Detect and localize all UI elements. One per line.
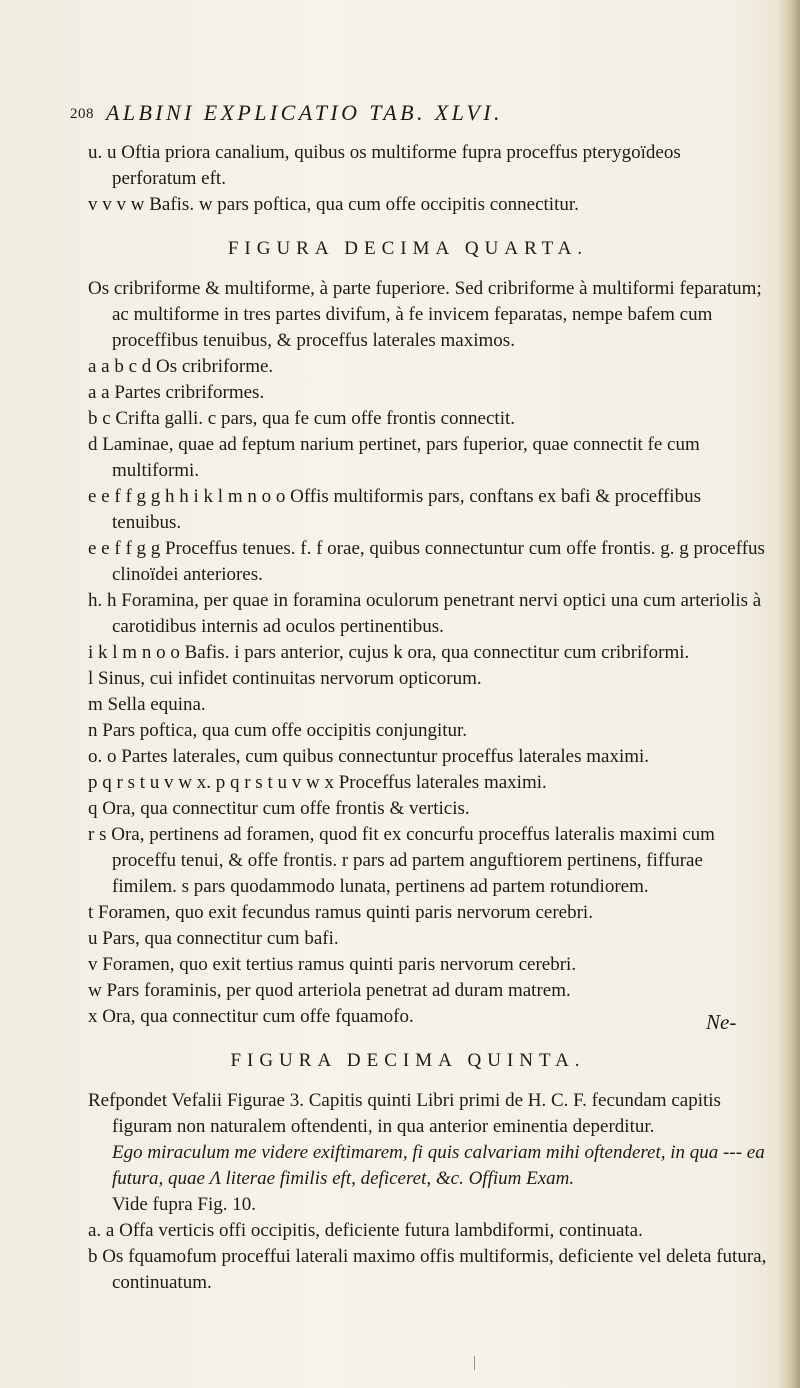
body-text	[88, 140, 768, 1296]
paragraph-15-intro: Refpondet Vefalii Figurae 3. Capitis quinti Libri primi de H. C. F. fecundam capitis figuram non naturalem oftendenti, in qua anterior eminentia deperditur.	[88, 1090, 721, 1137]
entry-14-15: r s Ora, pertinens ad foramen, quod fit ex concurfu proceffus lateralis maximi cum proceffu tenui, & offe frontis. r pars ad partem anguftiorem pertinens, fiffurae fimilem. s pars quodammodo lunata, pertinens ad partem rotundiorem.	[88, 824, 715, 897]
entry-top-0: u. u Oftia priora canalium, quibus os multiforme fupra proceffus pterygoïdeos perforatum eft.	[88, 142, 681, 189]
page-edge-shadow	[778, 0, 800, 1388]
entry-14-6: e e f f g g Proceffus tenues. f. f orae, quibus connectuntur cum offe frontis. g. g proceffus clinoïdei anteriores.	[88, 538, 765, 585]
entry-14-8: i k l m n o o Bafis. i pars anterior, cujus k ora, qua connectitur cum cribriformi.	[88, 642, 690, 663]
heading-figura-15: FIGURA DECIMA QUINTA.	[230, 1050, 586, 1071]
entry-14-16: t Foramen, quo exit fecundus ramus quinti paris nervorum cerebri.	[88, 902, 593, 923]
entry-14-17: u Pars, qua connectitur cum bafi.	[88, 928, 339, 949]
paragraph-15-quote: Ego miraculum me videre exiftimarem, fi quis calvariam mihi oftenderet, in qua --- ea futura, quae Λ literae fimilis eft, deficeret, &c. Offium Exam.	[112, 1142, 765, 1189]
entry-14-18: v Foramen, quo exit tertius ramus quinti paris nervorum cerebri.	[88, 954, 577, 975]
entry-14-5: e e f f g g h h i k l m n o o Offis multiformis pars, conftans ex bafi & proceffibus tenuibus.	[88, 486, 701, 533]
entry-14-11: n Pars poftica, qua cum offe occipitis conjungitur.	[88, 720, 468, 741]
entry-14-7: h. h Foramina, per quae in foramina oculorum penetrant nervi optici una cum arteriolis à carotidibus internis ad oculos pertinentibus.	[88, 590, 762, 637]
entry-15-1: b Os fquamofum proceffui laterali maximo offis multiformis, deficiente vel deleta futura, continuatum.	[88, 1246, 767, 1293]
entry-14-10: m Sella equina.	[88, 694, 206, 715]
entry-14-2: a a Partes cribriformes.	[88, 382, 265, 403]
entry-14-20: x Ora, qua connectitur cum offe fquamofo.	[88, 1006, 414, 1027]
entry-14-1: a a b c d Os cribriforme.	[88, 356, 274, 377]
entry-14-4: d Laminae, quae ad feptum narium pertinet, pars fuperior, quae connectit fe cum multiformi.	[88, 434, 700, 481]
paper-mark	[474, 1356, 475, 1370]
entry-14-19: w Pars foraminis, per quod arteriola penetrat ad duram matrem.	[88, 980, 571, 1001]
entry-14-0: Os cribriforme & multiforme, à parte fuperiore. Sed cribriforme à multiformi feparatum; ac multiforme in tres partes divifum, à fe invicem feparatas, nempe bafem cum proceffibus tenuibus, & proceffus laterales maximos.	[88, 278, 762, 351]
paragraph-15-vide: Vide fupra Fig. 10.	[112, 1194, 256, 1215]
entry-14-14: q Ora, qua connectitur cum offe frontis & verticis.	[88, 798, 470, 819]
entry-14-13: p q r s t u v w x. p q r s t u v w x Proceffus laterales maximi.	[88, 772, 547, 793]
page-header	[70, 100, 770, 134]
entry-top-1: v v v w Bafis. w pars poftica, qua cum offe occipitis connectitur.	[88, 194, 579, 215]
entry-14-3: b c Crifta galli. c pars, qua fe cum offe frontis connectit.	[88, 408, 515, 429]
catchword: Ne-	[706, 1010, 737, 1034]
page-number: 208	[70, 106, 94, 122]
entry-14-12: o. o Partes laterales, cum quibus connectuntur proceffus laterales maximi.	[88, 746, 650, 767]
heading-figura-14: FIGURA DECIMA QUARTA.	[227, 238, 589, 259]
running-title: ALBINI EXPLICATIO TAB. XLVI.	[106, 100, 503, 125]
entry-14-9: l Sinus, cui infidet continuitas nervorum opticorum.	[88, 668, 482, 689]
entry-15-0: a. a Offa verticis offi occipitis, deficiente futura lambdiformi, continuata.	[88, 1220, 643, 1241]
